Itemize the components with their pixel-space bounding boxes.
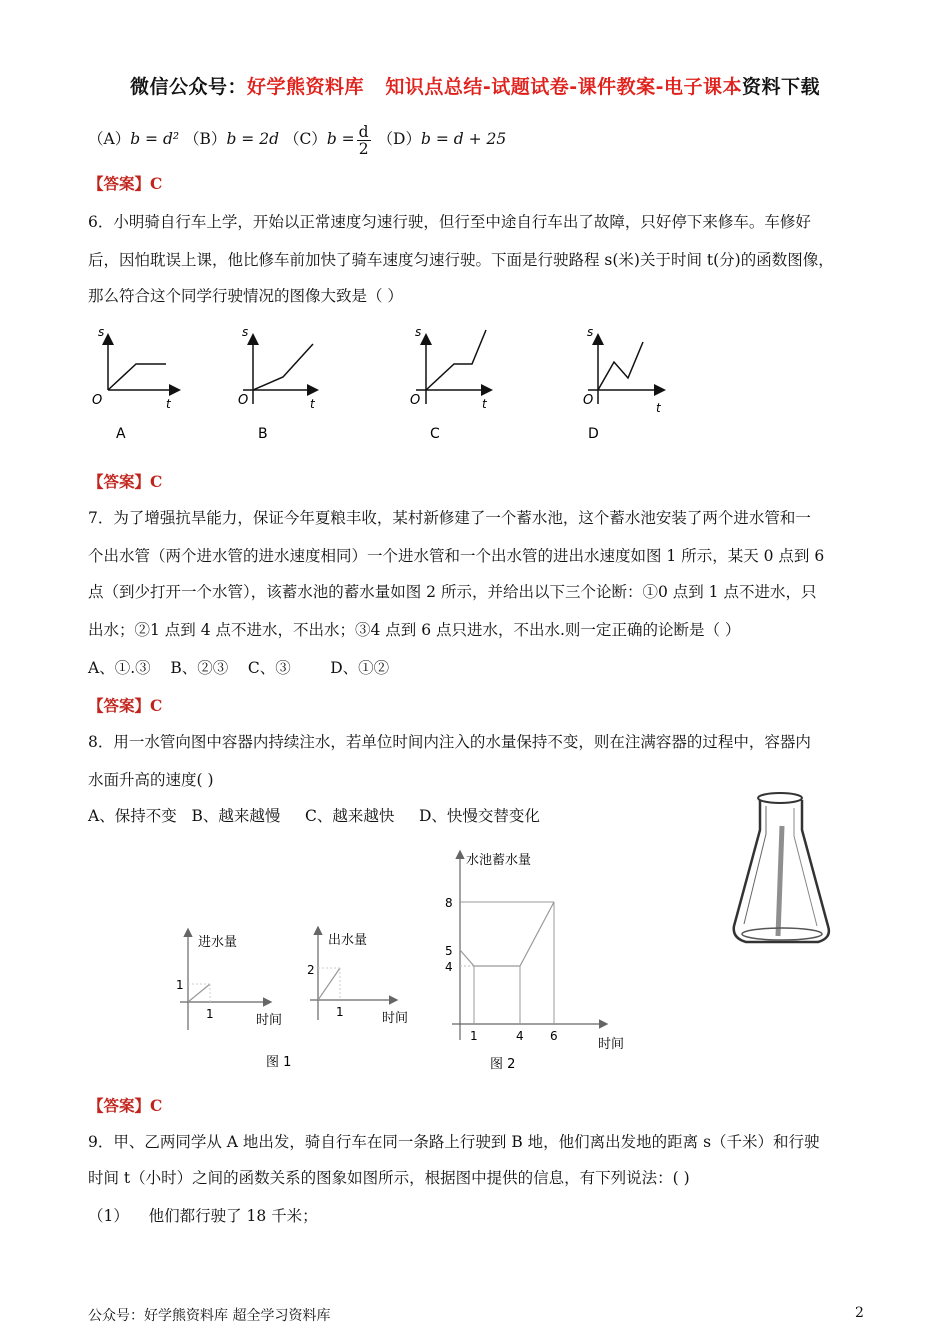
q5-options xyxy=(88,122,506,157)
graph-a-t-label: t xyxy=(166,397,171,411)
header-banner xyxy=(0,72,950,99)
q5-option-c-label: （C） xyxy=(283,130,327,148)
q6-line-2: 后，因怕耽误上课，他比修车前加快了骑车速度匀速行驶。下面是行驶路程 s(米)关于时间 t(分)的函数图像， xyxy=(88,251,834,269)
q5-option-a-label: （A） xyxy=(88,130,131,148)
outflow-line xyxy=(318,968,340,1000)
q7-figures xyxy=(170,840,630,1080)
graph-b-curve xyxy=(253,344,313,390)
graph-d-t-label: t xyxy=(656,401,661,415)
outflow-x-label: 时间 xyxy=(382,1011,409,1026)
storage-x-label: 时间 xyxy=(598,1037,625,1052)
graph-c-curve xyxy=(426,330,486,390)
q7-line-2: 个出水管（两个进水管的进水速度相同）一个进水管和一个出水管的进出水速度如图 1 所示，某天 0 点到 6 xyxy=(88,547,825,565)
graph-a-curve xyxy=(108,364,166,390)
storage-line xyxy=(460,902,554,966)
fig1-inflow-chart xyxy=(176,930,282,1030)
graph-b-s-label: s xyxy=(242,325,249,339)
graph-b xyxy=(238,325,316,442)
q5-option-d: b = d + 25 xyxy=(420,130,507,148)
outflow-x-tick: 1 xyxy=(336,1005,344,1019)
storage-x-tick-6: 6 xyxy=(550,1029,558,1043)
graph-c-t-label: t xyxy=(482,397,487,411)
q8-line-1: 8．用一水管向图中容器内持续注水，若单位时间内注入的水量保持不变，则在注满容器的过程中，容器内 xyxy=(88,733,811,751)
graph-b-t-label: t xyxy=(310,397,315,411)
graph-a-s-label: s xyxy=(98,325,105,339)
inflow-x-label: 时间 xyxy=(256,1013,283,1028)
q8-line-2: 水面升高的速度( ) xyxy=(88,771,214,789)
graph-a-caption: A xyxy=(116,426,126,442)
outflow-title: 出水量 xyxy=(328,933,368,948)
banner-prefix: 微信公众号： xyxy=(129,76,247,98)
graph-c-s-label: s xyxy=(415,325,422,339)
graph-c-caption: C xyxy=(430,426,440,442)
flask-rim xyxy=(758,793,802,803)
fig1-outflow-chart xyxy=(307,928,408,1026)
graph-a xyxy=(92,325,178,442)
q7-answer: 【答案】C xyxy=(88,696,163,715)
q8-options: A、保持不变 B、越来越慢 C、越来越快 D、快慢交替变化 xyxy=(88,807,540,825)
storage-y-tick-4: 4 xyxy=(445,960,453,974)
q7-line-3: 点（到少打开一个水管），该蓄水池的蓄水量如图 2 所示，并给出以下三个论断：①0 点到 1 点不进水，只 xyxy=(88,583,817,601)
flask-shadow xyxy=(778,826,782,936)
graph-c xyxy=(410,325,490,442)
fraction-numerator: d xyxy=(358,122,369,141)
graph-d xyxy=(583,325,663,442)
q9-item-1: （1） 他们都行驶了 18 千米； xyxy=(88,1207,318,1225)
q6-line-1: 6．小明骑自行车上学，开始以正常速度匀速行驶，但行至中途自行车出了故障，只好停下来修车。车修好 xyxy=(88,213,811,231)
q7-line-1: 7．为了增强抗旱能力，保证今年夏粮丰收，某村新修建了一个蓄水池，这个蓄水池安装了两个进水管和一 xyxy=(88,509,811,527)
q6-answer: 【答案】C xyxy=(88,472,163,491)
q5-option-b-label: （B） xyxy=(184,130,227,148)
graph-a-origin: O xyxy=(92,393,103,408)
q5-option-a: b = d² xyxy=(130,130,180,148)
q7-line-4: 出水；②1 点到 4 点不进水，不出水；③4 点到 6 点只进水，不出水.则一定正确的论断是（ ） xyxy=(88,621,741,639)
q9-line-2: 时间 t（小时）之间的函数关系的图象如图所示，根据图中提供的信息，有下列说法：( ) xyxy=(88,1169,690,1187)
graph-d-caption: D xyxy=(588,426,599,442)
fraction-denominator: 2 xyxy=(358,139,369,158)
banner-suffix: 资料下载 xyxy=(742,76,821,98)
inflow-y-tick: 1 xyxy=(176,978,184,992)
graph-d-s-label: s xyxy=(587,325,594,339)
banner-name: 好学熊资料库 xyxy=(246,76,364,98)
q5-option-d-label: （D） xyxy=(377,130,421,148)
banner-tail: 知识点总结-试题试卷-课件教案-电子课本 xyxy=(385,76,743,98)
q5-option-c-lhs: b = xyxy=(326,130,355,148)
flask-shading-left xyxy=(744,806,766,924)
flask-base xyxy=(742,928,822,940)
graph-b-caption: B xyxy=(258,426,268,442)
graph-d-origin: O xyxy=(583,393,594,408)
graph-d-curve xyxy=(598,342,643,390)
page-number: 2 xyxy=(855,1305,864,1321)
graph-c-origin: O xyxy=(410,393,421,408)
footer-left: 公众号：好学熊资料库 超全学习资料库 xyxy=(88,1308,331,1324)
outflow-y-tick: 2 xyxy=(307,963,315,977)
flask-shading-right xyxy=(794,808,817,926)
fig1-caption: 图 1 xyxy=(266,1055,292,1070)
q5-option-c-fraction xyxy=(357,124,371,157)
inflow-title: 进水量 xyxy=(198,935,238,950)
q8-answer: 【答案】C xyxy=(88,1096,163,1115)
q7-options: A、①.③ B、②③ C、③ D、①② xyxy=(88,659,390,677)
q6-graphs xyxy=(88,322,708,452)
flask-image xyxy=(722,786,842,954)
storage-y-tick-8: 8 xyxy=(445,896,453,910)
storage-title: 水池蓄水量 xyxy=(466,853,532,868)
graph-b-origin: O xyxy=(238,393,249,408)
storage-x-tick-1: 1 xyxy=(470,1029,478,1043)
fig2-storage-chart xyxy=(445,852,624,1052)
inflow-line xyxy=(188,984,210,1002)
storage-x-tick-4: 4 xyxy=(516,1029,524,1043)
q9-line-1: 9．甲、乙两同学从 A 地出发，骑自行车在同一条路上行驶到 B 地，他们离出发地的距离 s（千米）和行驶 xyxy=(88,1133,820,1151)
fig2-caption: 图 2 xyxy=(490,1057,516,1072)
storage-y-tick-5: 5 xyxy=(445,944,453,958)
q5-answer: 【答案】C xyxy=(88,174,163,193)
q6-line-3: 那么符合这个同学行驶情况的图像大致是（ ） xyxy=(88,287,403,305)
q5-option-b: b = 2d xyxy=(226,130,279,148)
inflow-x-tick: 1 xyxy=(206,1007,214,1021)
